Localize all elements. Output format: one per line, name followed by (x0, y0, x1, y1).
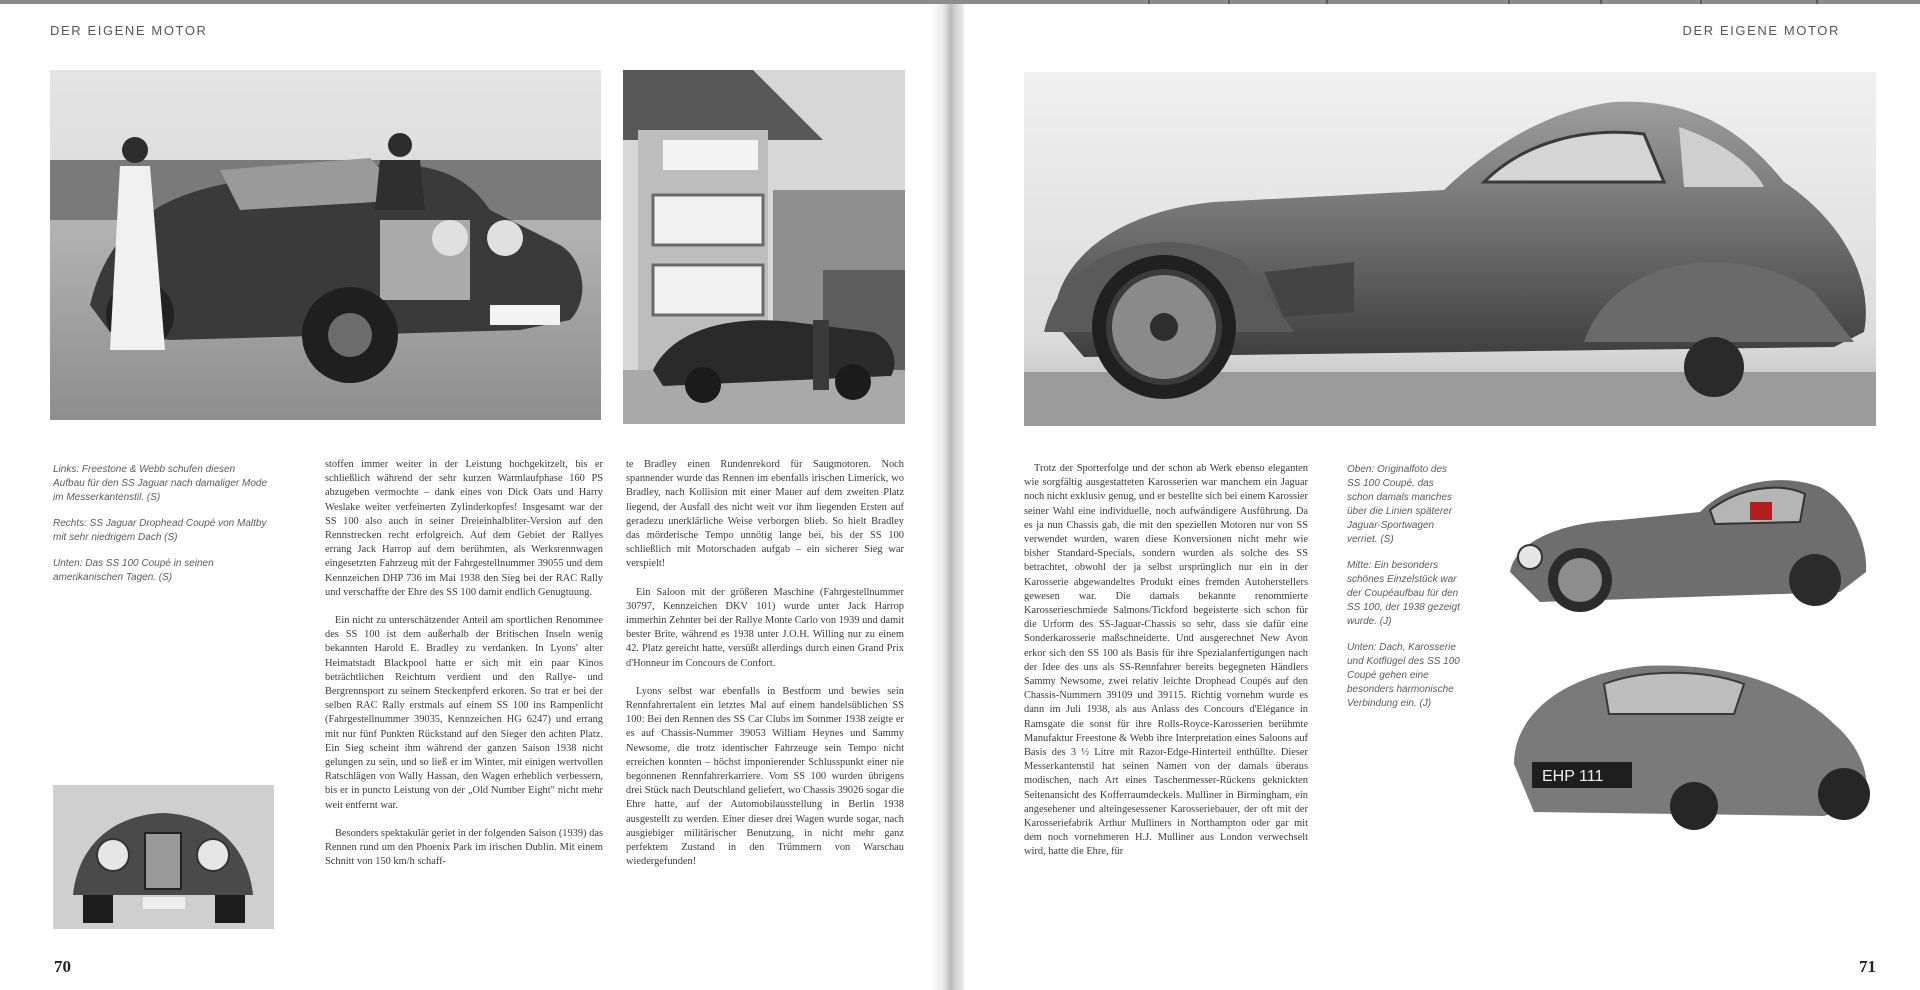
right-caption-block (1347, 463, 1462, 723)
drophead-photo-image (623, 70, 905, 424)
caption-left-rechts: Rechts: SS Jaguar Drophead Coupé von Maltby mit sehr niedrigem Dach (S) (53, 518, 267, 543)
coupe-side-photo-image (1024, 72, 1876, 426)
paragraph: Trotz der Sporterfolge und der schon ab Werk ebenso eleganten wie sorgfältig ausgestatteten Karosserien war manchem ein Jaguar noch nicht exklusiv genug, und er bestellte sich bei einem Karossier seiner Wahl eine individuelle, noch aufwändigere Ausführung. Da es ja nun Chassis gab, die mit den speziellen Motoren nur von SS verwendet wurden, waren diese Konversionen nicht mehr wie bisher Standard-Specials, sondern wurden als solche des SS betrachtet, obwohl der ja selbst ursprünglich nur ein in der Karosserie abgewandeltes Produkt eines fremden Autoherstellers gewesen war. Die damals bekannte renommierte Karosserieschmiede Salmons/Tickford begeisterte sich schon für die Urform des SS-Jaguar-Chassis so sehr, dass sie dafür eine Sonderkarosserie maßschneiderte. Und ausgerechnet New Avon erkor sich den SS 100 als Basis für ihre Spezialanfertigungen nach der Idee des uns als SS-Rennfahrer bereits begegneten Händlers Sammy Newsome, zwei relativ leichte Drophead Coupés auf den Chassis-Nummern 39109 und 39115. Richtig vornehm wurde es dann im Juli 1938, als aus Anlass des Concours d'Elégance in Ramsgate die sonst für ihre Rolls-Royce-Karosserien berühmte Manufaktur Freestone & Webb ihre Interpretation eines Saloons auf Basis des 3 ½ Litre mit Razor-Edge-Hinterteil enthüllte. Dieser Messerkantenstil hat seinen Namen von der damals überaus modischen, nach Art eines Taschenmesser-Rückens geknickten Seitenansicht des Kofferraumdeckels. Mulliner in Birmingham, ein angesehener und alteingesessener Karosseriebauer, der oft mit der Karosseriefabrik Arthur Mulliners in Northampton oder gar mit dem noch vornehmeren H.J. Mulliner aus London verwechselt wird, hatte die Ehre, für (1024, 463, 1308, 858)
photo-ss100-front (53, 785, 274, 929)
running-head-right: DER EIGENE MOTOR (1682, 23, 1840, 38)
running-head-left: DER EIGENE MOTOR (50, 23, 208, 38)
body-column-a (325, 458, 603, 883)
left-caption-block (53, 463, 269, 597)
coupe-rear-cutout-image (1494, 644, 1876, 834)
caption-right-mitte: Mitte: Ein besonders schönes Einzelstück war der Coupéaufbau für den SS 100, der 1938 gezeigt wurde. (J) (1347, 560, 1460, 627)
photo-maltby-drophead (623, 70, 905, 424)
paragraph: Lyons selbst war ebenfalls in Bestform und bewies sein Rennfahrertalent ein letztes Mal auf einem handelsüblichen SS 100: Bei den Rennen des SS Car Clubs im Sommer 1938 zeigte er es auf Chassis-Nummer 39053 William Heynes und Sammy Newsome, die trotz identischer Fahrzeuge sein Tempo nicht erreichen konnten – höchst imponierender Schlusspunkt einer nie begonnenen Rennfahrerkarriere. Vom SS 100 wurden übrigens drei Stück nach Deutschland geliefert, wo Chassis 39026 sogar die Ehre hatte, auf der Automobilausstellung in Berlin 1938 ausgestellt zu werden. Einer dieser drei Wagen wurde sogar, nach ausgiebiger militärischer Benutzung, in nicht mehr ganz perfektem Zustand in den Trümmern von Warschau wiedergefunden! (626, 685, 904, 868)
photo-coupe-three-quarter-rear (1494, 644, 1876, 834)
coupe-front-cutout-image (1500, 462, 1876, 622)
page-number-left: 70 (54, 957, 71, 976)
paragraph: Ein Saloon mit der größeren Maschine (Fahrgestellnummer 30797, Kennzeichen DKV 101) wurde unter Jack Harrop immerhin Zehnter bei der Rallye Monte Carlo von 1939 und damit bester Brite, während es 1938 unter J.O.H. Willing nur zu einem 42. Platz gereicht hatte, versüßt allerdings durch einen Grand Prix d'Honneur im Concours de Confort. (626, 586, 904, 669)
page-number-right: 71 (1859, 957, 1876, 976)
body-column-b (626, 458, 904, 883)
photo-freestone-webb-saloon (50, 70, 601, 420)
body-column-c (1024, 462, 1308, 874)
ss100-front-photo-image (53, 785, 274, 929)
saloon-photo-image (50, 70, 601, 420)
photo-ss100-coupe-side (1024, 72, 1876, 426)
caption-right-oben: Oben: Originalfoto des SS 100 Coupé, das schon damals manches über die Linien späterer Jaguar-Sportwagen verriet. (S) (1347, 464, 1453, 545)
photo-coupe-three-quarter-front (1500, 462, 1876, 622)
paragraph: Ein nicht zu unterschätzender Anteil am sportlichen Renommee des SS 100 ist dem außerhalb der Britischen Inseln wenig bekannten Harold E. Bradley zu verdanken. In Lyons' alter Heimatstadt Blackpool hatte er sich mit ein paar Kinos beträchtlichen Reichtum verdient und den Rallye- und Bergrennsport zu seinem Steckenpferd erkoren. So trat er bei der selben RAC Rally erstmals auf einem SS 100 ins Rampenlicht (Fahrgestellnummer 39035, Kennzeichen HG 6247) und errang mit nur fünf Punkten Rückstand auf den Sieger den achten Platz. Ein Sieg scheint ihm während der ganzen Saison 1938 nicht gelungen zu sein, und so ließ er im Winter, mit einigen wertvollen Ratschlägen von Wally Hassan, den Wagen erheblich verbessern, bis er in puncto Leistung von der „Old Number Eight" nicht mehr weit entfernt war. (325, 615, 603, 811)
left-page (0, 4, 940, 990)
rear-plate-text: EHP 111 (1542, 768, 1604, 785)
right-page (964, 4, 1920, 990)
paragraph: stoffen immer weiter in der Leistung hochgekitzelt, bis er schließlich während der sehr kurzen Warmlaufphase 160 PS abzugeben vermochte – dank eines von Dick Oats und Harry Weslake weiter verfeinerten Zylinderkopfes! Insgesamt war der SS 100 also auch in seiner Dreieinhalbliter-Version auf den Rennstrecken recht erfolgreich. Auf dem Gebiet der Rallyes errang Jack Harrop auf dem berühmten, als Werksrennwagen eingesetzten Fahrzeug mit der Fahrgestellnummer 39055 und dem Kennzeichen DHP 736 im Mai 1938 den Sieg bei der RAC Rally und verschaffte der Ehre des SS 100 damit endlich Genugtuung. (325, 459, 603, 598)
caption-right-unten: Unten: Dach, Karosserie und Kotflügel des SS 100 Coupé gehen eine besonders harmonische Verbindung ein. (J) (1347, 642, 1460, 709)
caption-left-unten: Unten: Das SS 100 Coupé in seinen amerikanischen Tagen. (S) (53, 558, 214, 583)
paragraph: te Bradley einen Rundenrekord für Saugmotoren. Noch spannender wurde das Rennen im ebenfalls irischen Limerick, wo Bradley, nach Kollision mit einer Mauer auf dem zweiten Platz liegend, der Ausfall des nicht weit vor ihm liegenden Ersten auf geradezu unerklärliche Weise verborgen blieb. So hielt Bradley das mörderische Tempo unnötig lange bei, bis der SS 100 schließlich mit Motorschaden aufgab – ein sicherer Sieg war verspielt! (626, 459, 904, 570)
caption-left-links: Links: Freestone & Webb schufen diesen Aufbau für den SS Jaguar nach damaliger Mode im Messerkantenstil. (S) (53, 464, 268, 503)
paragraph: Besonders spektakulär geriet in der folgenden Saison (1939) das Rennen rund um den Phoenix Park im irischen Dublin. Mit einem Schnitt von 150 km/h schaff- (325, 827, 603, 868)
